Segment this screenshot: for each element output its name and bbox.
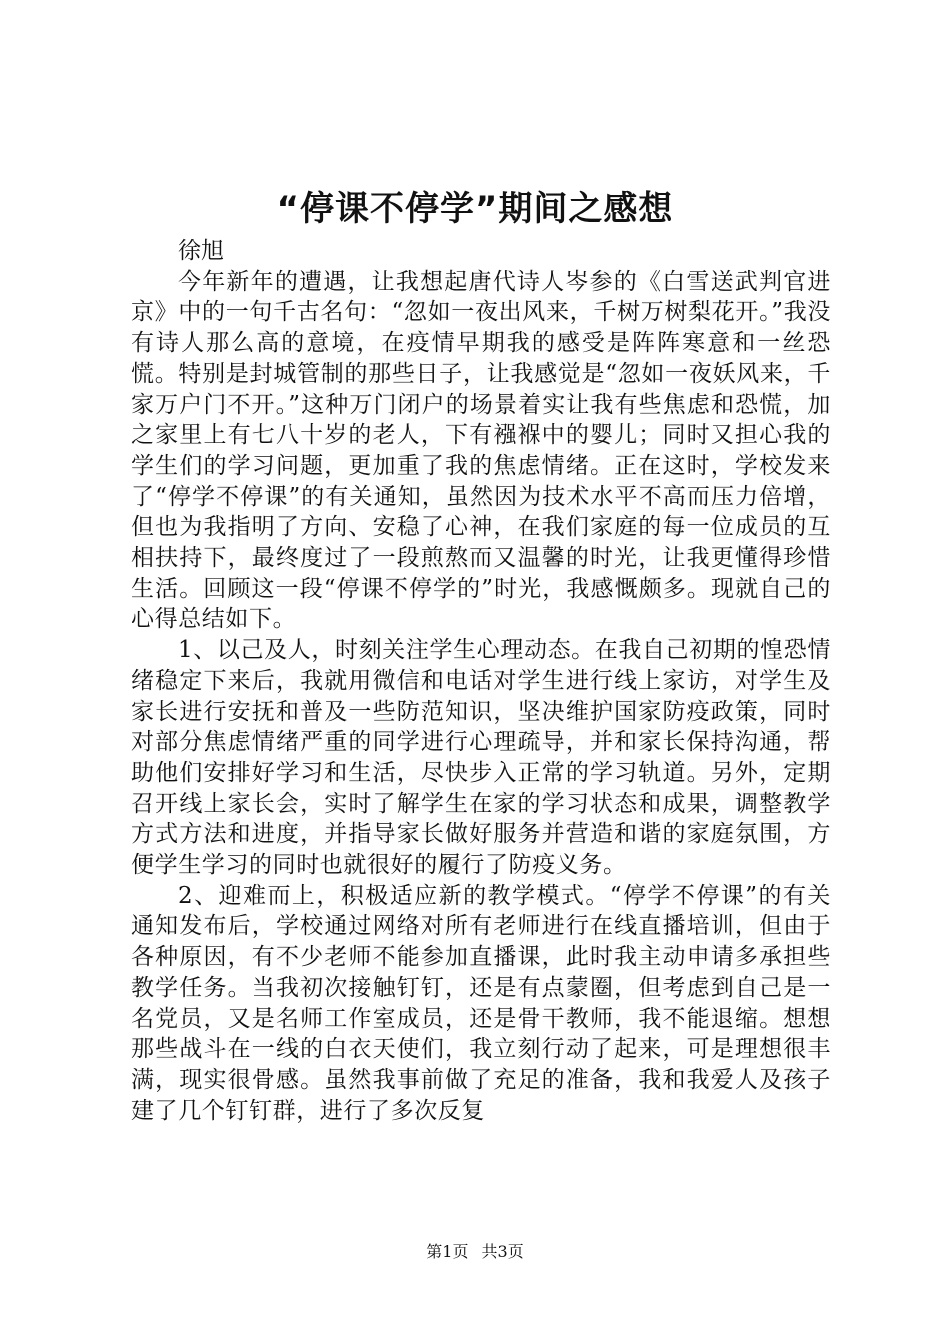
document-title: “停课不停学”期间之感想: [276, 189, 674, 229]
paragraph-intro: 今年新年的遭遇，让我想起唐代诗人岑参的《白雪送武判官进京》中的一句千古名句：“忽如一夜出风来，千树万树梨花开。”我没有诗人那么高的意境，在疫情早期我的感受是阵阵寒意和一丝恐慌。特别是封城管制的那些日子，让我感觉是“忽如一夜妖风来，千家万户门不开。”这种万门闭户的场景着实让我有些焦虑和恐慌，加之家里上有七八十岁的老人，下有襁褓中的婴儿；同时又担心我的学生们的学习问题，更加重了我的焦虑情绪。正在这时，学校发来了“停学不停课”的有关通知，虽然因为技术水平不高而压力倍增，但也为我指明了方向、安稳了心神，在我们家庭的每一位成员的互相扶持下，最终度过了一段煎熬而又温馨的时光，让我更懂得珍惜生活。回顾这一段“停课不停学的”时光，我感慨颇多。现就自己的心得总结如下。: [131, 268, 831, 633]
document-body: [131, 236, 831, 1126]
paragraph-point-1: 1、以己及人，时刻关注学生心理动态。在我自己初期的惶恐情绪稳定下来后，我就用微信和电话对学生进行线上家访，对学生及家长进行安抚和普及一些防范知识，坚决维护国家防疫政策，同时对部分焦虑情绪严重的同学进行心理疏导，并和家长保持沟通，帮助他们安排好学习和生活，尽快步入正常的学习轨道。另外，定期召开线上家长会，实时了解学生在家的学习状态和成果，调整教学方式方法和进度，并指导家长做好服务并营造和谐的家庭氛围，方便学生学习的同时也就很好的履行了防疫义务。: [131, 637, 831, 879]
page-total: 共3页: [481, 1242, 524, 1261]
page-number: 第1页: [426, 1242, 469, 1261]
author-name: 徐旭: [178, 238, 224, 264]
paragraph-point-2: 2、迎难而上，积极适应新的教学模式。“停学不停课”的有关通知发布后，学校通过网络对所有老师进行在线直播培训，但由于各种原因，有不少老师不能参加直播课，此时我主动申请多承担些教学任务。当我初次接触钉钉，还是有点蒙圈，但考虑到自己是一名党员，又是名师工作室成员，还是骨干教师，我不能退缩。想想那些战斗在一线的白衣天使们，我立刻行动了起来，可是理想很丰满，现实很骨感。虽然我事前做了充足的准备，我和我爱人及孩子建了几个钉钉群，进行了多次反复: [131, 882, 831, 1124]
page-footer: [0, 1240, 950, 1264]
